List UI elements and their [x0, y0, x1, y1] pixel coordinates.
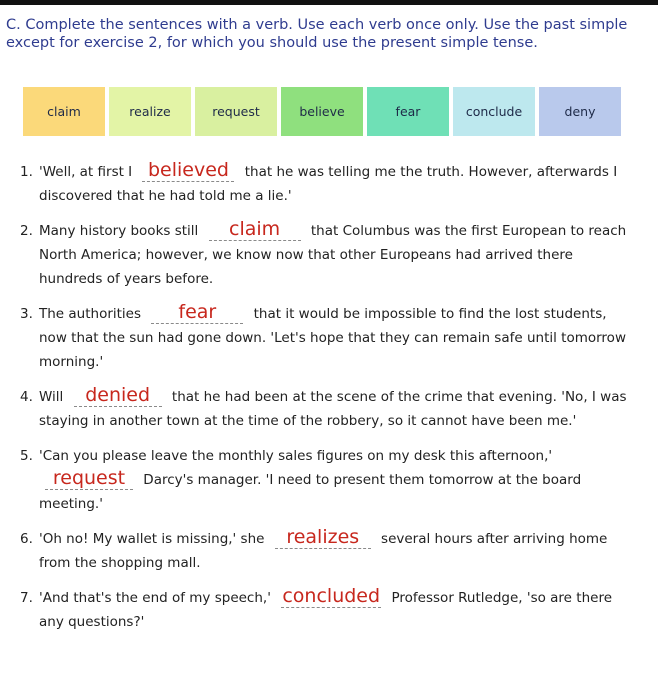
exercise-item	[20, 527, 635, 575]
answer-blank[interactable]	[142, 161, 234, 182]
answer-blank[interactable]	[74, 386, 162, 407]
item-number: 1.	[20, 164, 33, 180]
exercise-item	[20, 586, 635, 634]
item-number: 4.	[20, 389, 33, 405]
item-number: 3.	[20, 306, 33, 322]
exercise-item	[20, 302, 635, 374]
verb-bank	[23, 87, 621, 136]
text-after: that Columbus was the first European to reach North America; however, we know now that other Europeans had arrived there hundreds of years before.	[39, 223, 627, 287]
text-before: Many history books still	[39, 223, 199, 239]
verb-box: deny	[539, 87, 621, 136]
answer-blank[interactable]	[45, 469, 133, 490]
text-before: 'Well, at first I	[39, 164, 133, 180]
text-after: that he was telling me the truth. However, afterwards I discovered that he had told me a lie.'	[39, 164, 618, 204]
item-number: 6.	[20, 531, 33, 547]
answer-blank[interactable]	[281, 587, 381, 608]
answer-text: believed	[147, 159, 229, 181]
text-after: that he had been at the scene of the crime that evening. 'No, I was staying in another town at the time of the robbery, so it cannot have been me.'	[39, 389, 627, 429]
exercise-list	[20, 160, 635, 634]
text-before: The authorities	[39, 306, 142, 322]
exercise-item	[20, 444, 635, 516]
verb-box: fear	[367, 87, 449, 136]
item-number: 5.	[20, 448, 33, 464]
item-number: 7.	[20, 590, 33, 606]
text-before: 'And that's the end of my speech,'	[39, 590, 271, 606]
answer-blank[interactable]	[151, 303, 243, 324]
exercise-item	[20, 160, 635, 208]
answer-text: claim	[229, 218, 281, 240]
verb-box: conclude	[453, 87, 535, 136]
answer-text: denied	[85, 384, 151, 406]
answer-text: realizes	[286, 526, 360, 548]
top-bar	[0, 0, 658, 5]
verb-box: realize	[109, 87, 191, 136]
text-after: Darcy's manager. 'I need to present them tomorrow at the board meeting.'	[39, 472, 582, 512]
text-before: Will	[39, 389, 64, 405]
text-before: 'Oh no! My wallet is missing,' she	[39, 531, 265, 547]
answer-blank[interactable]	[209, 220, 301, 241]
text-after: that it would be impossible to find the lost students, now that the sun had gone down. 'Let's hope that they can remain safe until tomorrow morning.'	[39, 306, 626, 370]
verb-box: claim	[23, 87, 105, 136]
item-number: 2.	[20, 223, 33, 239]
text-before: 'Can you please leave the monthly sales figures on my desk this afternoon,'	[39, 448, 553, 464]
instructions: C. Complete the sentences with a verb. Use each verb once only. Use the past simple except for exercise 2, for which you should use the present simple tense.	[6, 17, 628, 51]
answer-text: fear	[178, 301, 217, 323]
exercise-item	[20, 385, 635, 433]
text-after: Professor Rutledge, 'so are there any questions?'	[39, 590, 612, 630]
text-after: several hours after arriving home from the shopping mall.	[39, 531, 608, 571]
answer-text: request	[52, 467, 126, 489]
verb-box: believe	[281, 87, 363, 136]
answer-text: concluded	[282, 585, 381, 607]
exercise-item	[20, 219, 635, 291]
answer-blank[interactable]	[275, 528, 371, 549]
verb-box: request	[195, 87, 277, 136]
